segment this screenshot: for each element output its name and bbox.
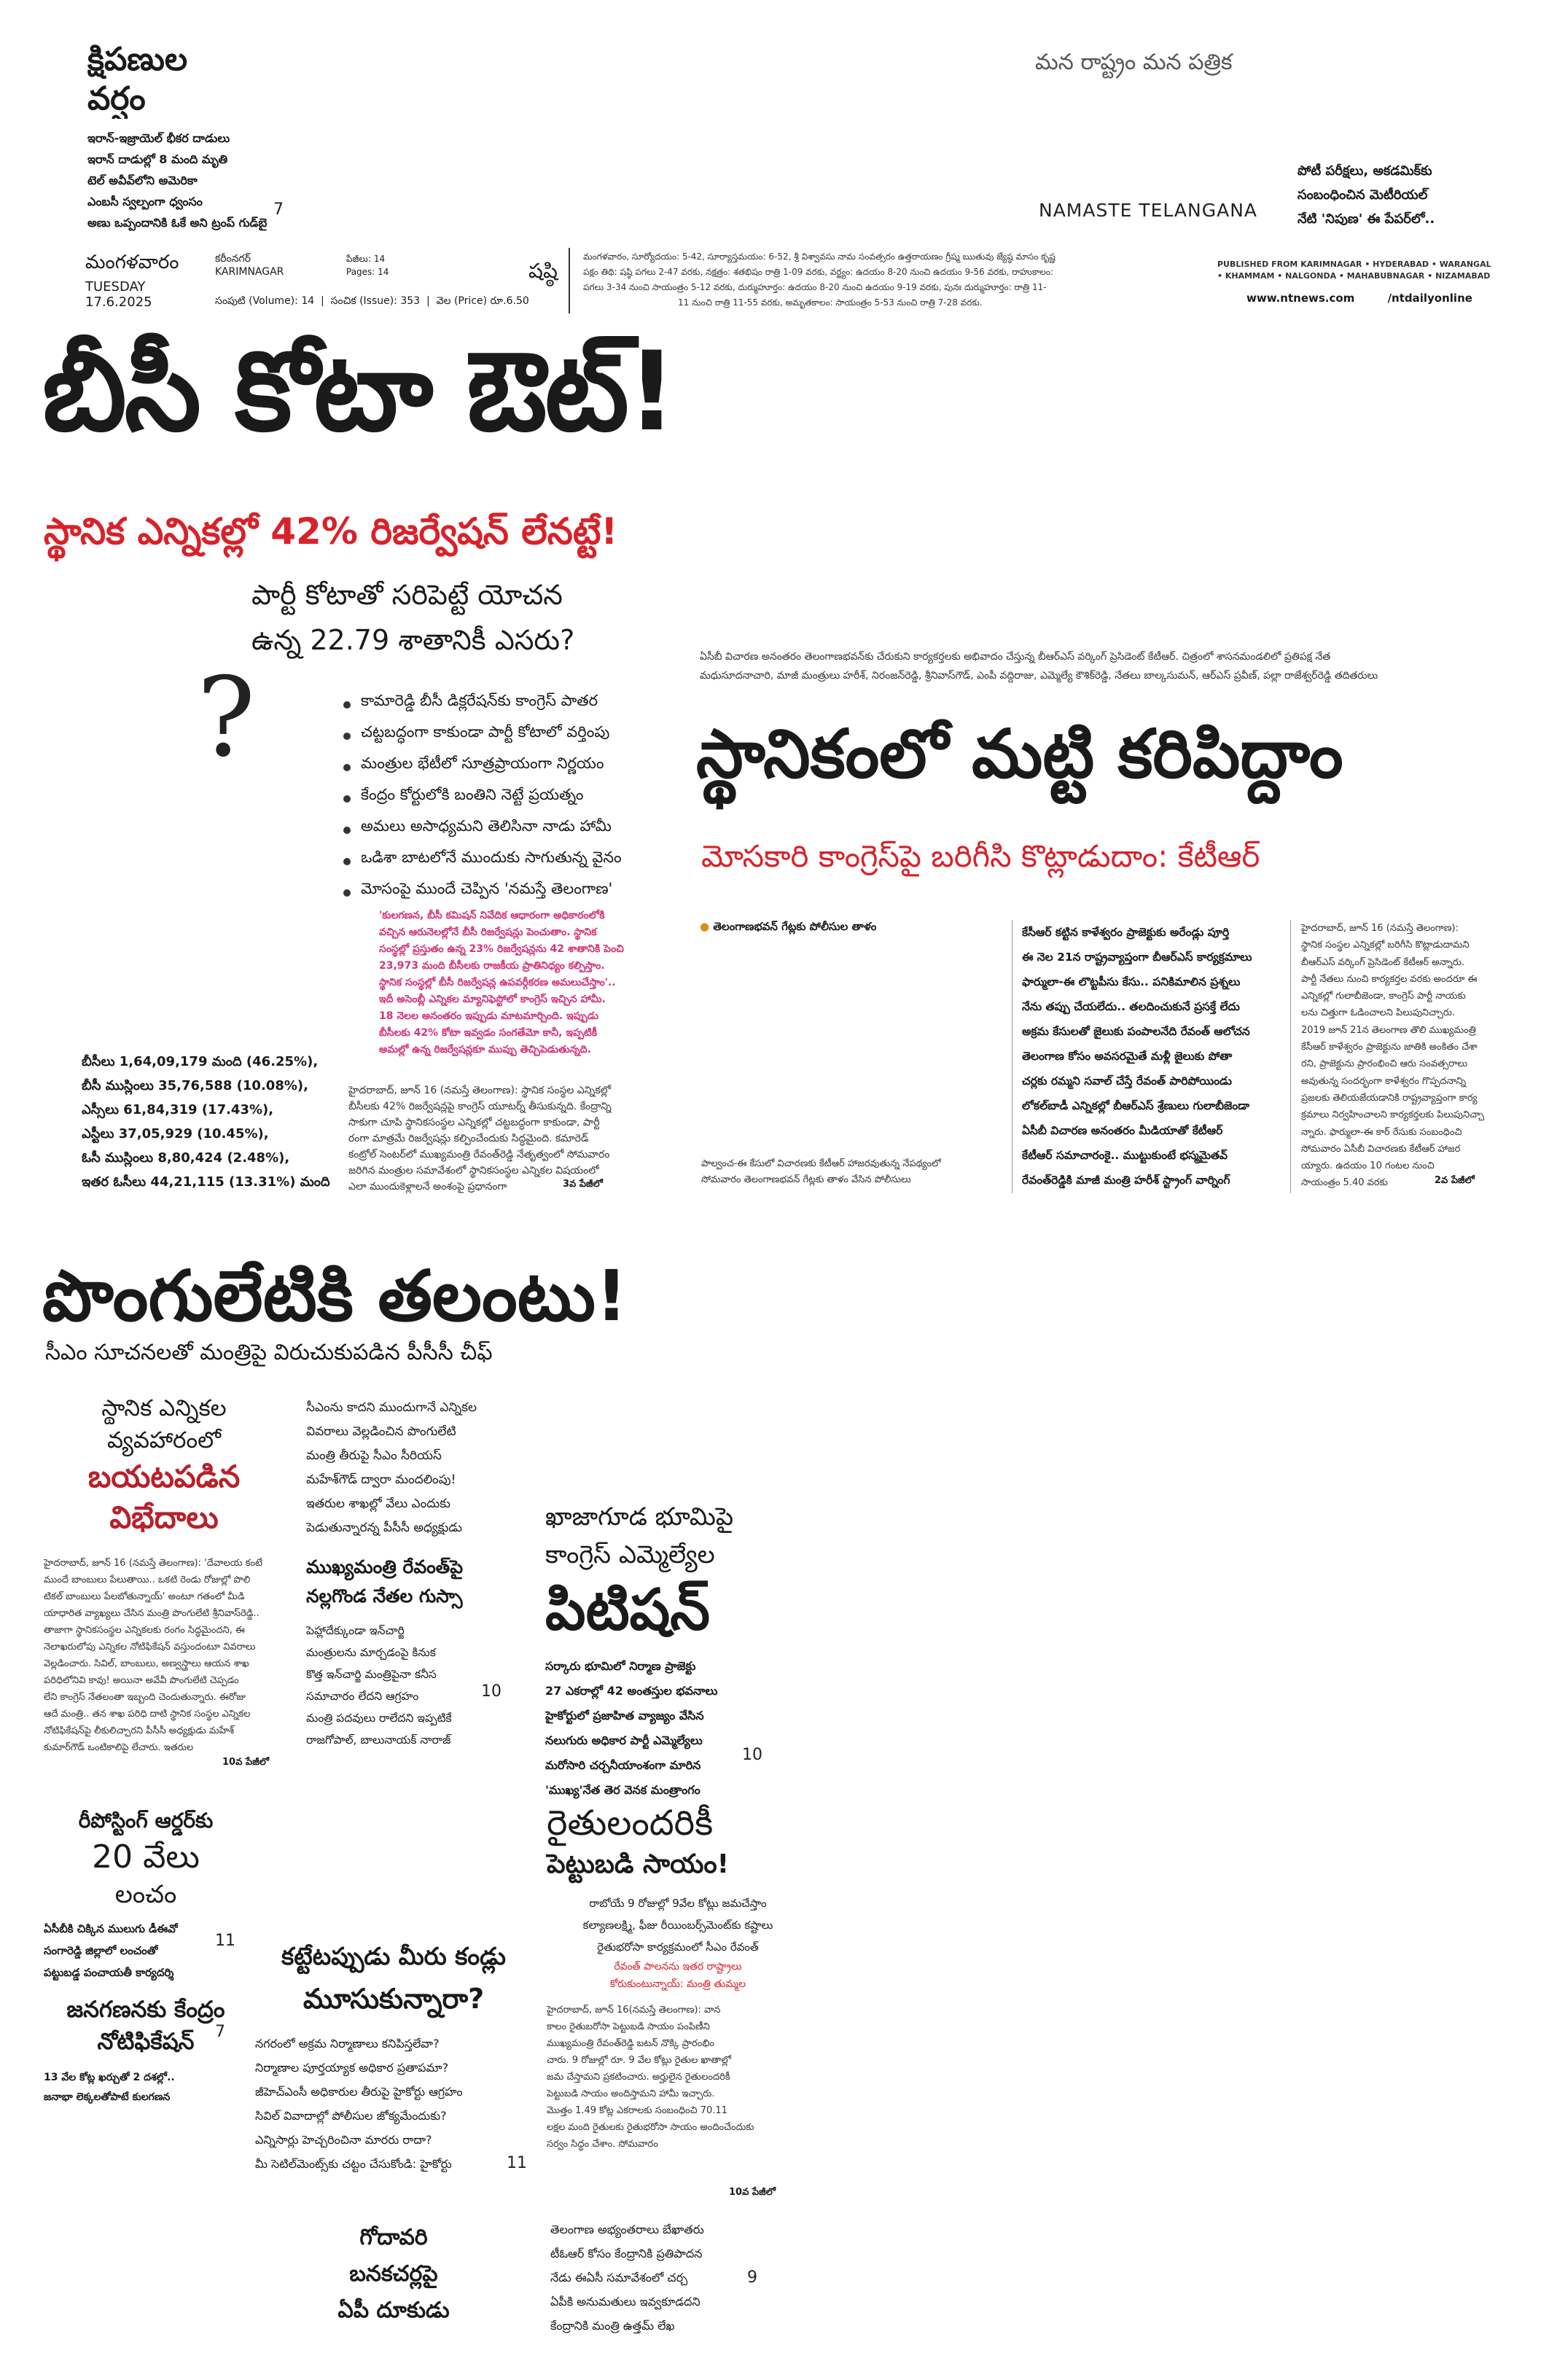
kicker-line: కాంగ్రెస్ ఎమ్మెల్యేల <box>545 1540 715 1569</box>
summary-line: ఫార్ములా-ఈ లొట్టపీసు కేసు.. పనికిమాలిన ప్రశ్నలు <box>1022 975 1241 988</box>
body-line: యాధారిత వ్యాఖ్యలు చేసిన మంత్రి పొంగులేటి శ్రీనివాస్‌రెడ్డి.. <box>44 1608 260 1619</box>
side-red-line: బయటపడిన <box>87 1459 241 1494</box>
side-heading-line: వ్యవహారంలో <box>107 1427 221 1454</box>
body-line: లను చిత్తుగా ఓడించాలని పిలుపునిచ్చారు. <box>1301 1007 1456 1019</box>
point-line: నలుగురు అధికార పార్టీ ఎమ్మెల్యేలు <box>545 1733 703 1747</box>
ponguleti-continued[interactable]: 10వ పేజీలో <box>222 1757 269 1768</box>
lead-deck <box>251 572 574 663</box>
page-ref: 11 <box>215 1932 235 1950</box>
summary-line: లోకల్‌బాడీ ఎన్నికల్లో బీఆర్‌ఎస్ శ్రేణులు గులాబీజెండా <box>1022 1099 1250 1112</box>
heading-line: నోటిఫికేషన్ <box>97 2029 195 2055</box>
bullet-item: మోసంపై ముందే చెప్పిన 'నమస్తే తెలంగాణ' <box>339 873 622 905</box>
published-from <box>1217 259 1491 282</box>
teaser-line: సంబంధించిన మెటీరియల్ <box>1298 187 1428 203</box>
heading-line: జనగణనకు కేంద్రం <box>66 1997 225 2023</box>
quote-line: ఇదీ అసెంబ్లీ ఎన్నికల మ్యానిఫెస్టోలో కాంగ్రెస్ ఇచ్చిన హామీ. <box>379 994 606 1005</box>
stat-line: బీసీలు 1,64,09,179 మంది (46.25%), <box>82 1054 319 1069</box>
page-ref: 9 <box>747 2268 757 2287</box>
side-red-line: విభేదాలు <box>109 1499 219 1535</box>
red-line: కోరుకుంటున్నాయ్: మంత్రి తుమ్మల <box>609 1978 746 1990</box>
ktr-continued[interactable]: 2వ పేజీలో <box>1435 1175 1475 1186</box>
summary-line: ఈ నెల 21న రాష్ట్రవ్యాప్తంగా బీఆర్‌ఎస్ కార్యక్రమాలు <box>1022 951 1252 964</box>
ktr-summary-col <box>1022 920 1252 1193</box>
point-line: ఏపీకి అనుమతులు ఇవ్వకూడదని <box>550 2295 701 2309</box>
heading-line: ఏపీ దూకుడు <box>337 2298 450 2323</box>
point-line: సంగారెడ్డి జిల్లాలో లంచంతో <box>44 1944 158 1957</box>
body-line: రంగా మాత్రమే రిజర్వేషన్లు కల్పించేందుకు సిద్ధమైంది. కమారెడ్ <box>348 1133 589 1144</box>
lead-body <box>348 1082 612 1195</box>
deck-line: ఉన్న 22.79 శాతానికీ ఎసరు? <box>251 624 575 656</box>
pages-english: Pages: 14 <box>346 267 389 277</box>
khajaguda-headline: పిటిషన్ <box>545 1577 711 1643</box>
summary-line: చర్లకు రమ్మని సవాల్ చేస్తే రేవంత్ పారిపోయిండు <box>1022 1074 1233 1088</box>
teaser-line: ఎంబసీ స్వల్పంగా ధ్వంసం <box>87 195 203 208</box>
body-line: వెల్లడించారు. సివిల్‌, బాంబులు, అణ్వస్త్రాలు ఆయన శాఖ <box>44 1658 249 1669</box>
point-line: 13 వేల కోట్ల ఖర్చుతో 2 దశల్లో.. <box>44 2072 175 2083</box>
body-line: హైదరాబాద్, జూన్ 16 (నమస్తే తెలంగాణ): 'దేవాలయ కంటే <box>44 1558 262 1569</box>
point-line: మంత్రులను మార్చడంపై కినుక <box>306 1646 436 1659</box>
body-line: పెట్టుబడి సాయం అందిస్తామని హామీ ఇచ్చారు. <box>547 2088 715 2099</box>
body-line: సాయంత్రం 5.40 వరకు <box>1301 1177 1388 1189</box>
summary-line: ఏసీబీ విచారణ అనంతరం మీడియాతో కేటీఆర్ <box>1022 1124 1223 1137</box>
point-line: టీఓఆర్ కోసం కేంద్రానికి ప్రతిపాదన <box>550 2247 703 2260</box>
kicker-line: ఖాజాగూడ భూమిపై <box>545 1502 733 1532</box>
quote-line: 18 నెలల అనంతరం ఇప్పుడు మాటమార్చింది. ఇప్పుడు <box>379 1010 599 1022</box>
point-line: రాబోయే 9 రోజుల్లో 9వేల కోట్లు జమచేస్తాం <box>589 1897 767 1910</box>
summary-line: అక్రమ కేసులతో జైలుకు పంపాలనేది రేవంత్ ఆలోచన <box>1022 1025 1250 1038</box>
body-line: ఎలా ముందుకెళ్లాలనే అంశంపై ప్రధానంగా <box>348 1181 507 1193</box>
bullet-item: అమలు అసాధ్యమని తెలిసినా నాడు హామీ <box>339 811 622 842</box>
bullet-item: ఒడిశా బాటలోనే ముందుకు సాగుతున్న వైనం <box>339 842 622 873</box>
point-line: 'ముఖ్య'నేత తెర వెనక మంత్రాంగం <box>545 1783 701 1797</box>
body-line: తాజాగా స్థానికసంస్థల ఎన్నికలకు రంగం సిద్ధమైందని, ఈ <box>44 1625 245 1636</box>
summary-line: నేను తప్పు చేయలేదు.. తలదించుకునే ప్రసక్తే లేదు <box>1022 1000 1240 1013</box>
point-line: పెడుతున్నారన్న పీసీసీ అధ్యక్షుడు <box>306 1521 462 1535</box>
ktr-photo-footer <box>701 1156 941 1188</box>
point-line: నగరంలో అక్రమ నిర్మాణాలు కనిపిస్తలేవా? <box>255 2037 440 2051</box>
volume-row: సంపుటి (Volume): 14 | సంచిక (Issue): 353 | వెల (Price) రూ.6.50 <box>215 295 529 307</box>
heading-line: ముఖ్యమంత్రి రేవంత్‌పై <box>306 1556 464 1577</box>
deck-line: పార్టీ కోటాతో సరిపెట్టే యోచన <box>251 579 563 611</box>
tithi: షష్ఠి <box>528 259 558 283</box>
point-line: కల్యాణలక్ష్మి, ఫీజు రీయింబర్స్‌మెంట్‌కు కష్టాలు <box>582 1919 773 1932</box>
bullet-dot-icon: ● <box>700 920 710 933</box>
body-line: టికల్ బాంబులు పేలబోతున్నాయ్' అంటూ గతంలో మీడి <box>44 1591 245 1602</box>
heading-line: రీపోస్టింగ్ ఆర్డర్‌కు <box>78 1809 214 1833</box>
summary-line: తెలంగాణ కోసం అవసరమైతే మళ్లీ జైలుకు పోతా <box>1022 1050 1233 1063</box>
teaser-line: ఇరాన్ దాడుల్లో 8 మంది మృతి <box>87 152 228 166</box>
summary-line: కేటీఆర్ సమాచారంకై.. ముట్టుకుంటే భస్మమైతవ్ <box>1022 1149 1228 1162</box>
rythu-continued[interactable]: 10వ పేజీలో <box>729 2187 776 2198</box>
stat-line: ఎస్టీలు 37,05,929 (10.45%), <box>82 1126 269 1142</box>
point-line: సర్కారు భూమిలో నిర్మాణ ప్రాజెక్టు <box>545 1659 696 1673</box>
heading-line: మూసుకున్నారా? <box>303 1983 485 2015</box>
masthead-name: NAMASTE TELANGANA <box>1039 200 1258 221</box>
rythu-kicker: రైతులందరికీ <box>547 1803 714 1843</box>
page-ref: 7 <box>215 2023 225 2041</box>
panchangam-line: మంగళవారం, సూర్యోదయం: 5-42, సూర్యాస్తమయం: 6-52, శ్రీ విశ్వావసు నామ సంవత్సరం ఉత్తరాయణం గ్రీష్మ ఋతువు జ్యేష్ఠ మాసం కృష్ణ <box>583 251 1055 262</box>
web-row[interactable] <box>1246 292 1472 305</box>
point-line: నిర్మాణాల పూర్తయ్యాక అధికార ప్రతాపమా? <box>255 2061 449 2075</box>
heading-line: బనకచర్లపై <box>349 2261 438 2287</box>
teaser-title: వర్షం <box>87 80 146 117</box>
point-line: రాజగోపాల్, బాలునాయక్ నారాజ్ <box>306 1733 451 1747</box>
caste-stats <box>82 1050 330 1194</box>
heading-line: లంచం <box>114 1880 177 1909</box>
teaser-line: టెల్ అవీవ్‌లోని అమెరికా <box>87 173 198 187</box>
body-line: కాలం రైతుబరోసా పెట్టుబడి సాయం పంపిణీని <box>547 2021 710 2032</box>
price: వెల (Price) రూ.6.50 <box>436 295 529 307</box>
body-line: మొత్తం 1.49 కోట్ల ఎకరాలకు సంబంధించి 70.11 <box>547 2105 727 2116</box>
body-line: కంట్రోల్ సెంటర్‌లో ముఖ్యమంత్రి రేవంత్‌రెడ్డి నేతృత్వంలో సోమవారం <box>348 1149 610 1160</box>
side-heading-line: స్థానిక ఎన్నికల <box>101 1395 227 1421</box>
point-line: పట్టుబడ్డ పంచాయతీ కార్యదర్శి <box>44 1966 174 1979</box>
heading-line: కట్టేటప్పుడు మీరు కండ్లు <box>281 1942 506 1970</box>
census-story[interactable] <box>44 1994 248 2107</box>
lead-headline[interactable]: బీసీ కోటా ఔట్! <box>42 329 675 456</box>
point-line: తెలంగాణ అభ్యంతరాలు బేఖాతరు <box>550 2223 704 2236</box>
lead-subhead: స్థానిక ఎన్నికల్లో 42% రిజర్వేషన్ లేనట్టే! <box>44 510 618 553</box>
body-line: ఆదే మంత్రి.. తన శాఖ పరిధి దాటి స్థానిక సంస్థల ఎన్నికల <box>44 1709 251 1720</box>
body-line: చారు. 9 రోజుల్లో రూ. 9 వేల కోట్లు రైతుల ఖాతాల్లో <box>547 2055 731 2066</box>
ktr-headline[interactable]: స్థానికంలో మట్టి కరిపిద్దాం <box>696 715 1343 793</box>
bullet-item: మంత్రుల భేటీలో సూత్రప్రాయంగా నిర్ణయం <box>339 748 622 779</box>
quote-line: స్థానిక సంస్థల్లో బీసీ రిజర్వేషన్ల ఉపవర్గీకరణ అమలుచేస్తాం'.. <box>379 977 616 988</box>
body-line: 2019 జూన్ 21న తెలంగాణ తొలి ముఖ్యమంత్రి <box>1301 1024 1476 1036</box>
point-line: నేడు ఈఏసీ సమావేశంలో చర్చ <box>550 2271 688 2285</box>
point-line: ఇతరుల శాఖల్లో వేలు ఎందుకు <box>306 1497 450 1511</box>
point-line: హైకోర్టులో ప్రజాహిత వ్యాజ్యం వేసిన <box>545 1709 704 1722</box>
body-line: నోటిఫికేషన్‌పై లీకులిచ్చారని పీసీసీ అధ్యక్షుడు మహేశ్ <box>44 1725 235 1736</box>
teaser-title: క్షిపణుల <box>87 41 188 78</box>
body-line: సాకుగా చూపి స్థానికసంస్థల ఎన్నికల్లో చట్టబద్ధంగా కాకుండా, పార్టీ <box>348 1117 600 1128</box>
body-line: రని, ప్రాజెక్టును ప్రారంభించి ఆరు సంవత్సరాలు <box>1301 1058 1468 1070</box>
summary-line: కేసీఆర్ కట్టిన కాళేశ్వరం ప్రాజెక్టుకు అరేండ్లు పూర్తి <box>1022 926 1230 939</box>
stat-line: బీసీ ముస్లింలు 35,76,588 (10.08%), <box>82 1078 308 1093</box>
published-label: PUBLISHED FROM <box>1217 260 1298 269</box>
ktr-photo-note <box>700 920 876 936</box>
city-english: KARIMNAGAR <box>215 266 284 278</box>
point-line: సివిల్ వివాదాల్లో పోలీసుల జోక్యమేందుకు? <box>255 2109 447 2123</box>
teaser-line: నేటి 'నిపుణ' ఈ పేపర్‌లో.. <box>1298 211 1435 227</box>
quote-line: బీసీలకు 42% కోటా ఇవ్వడం సంగతేమో కానీ, ఇప్పటికీ <box>379 1027 598 1039</box>
point-line: మీ సెటిల్‌మెంట్స్‌కు చట్టం చేసుకోండి: హైకోర్టు <box>255 2157 452 2171</box>
point-line: జనాభా లెక్కలతోపాటే కులగణన <box>44 2091 171 2103</box>
point-line: మహేశ్‌గౌడ్ ద్వారా మందలింపు! <box>306 1472 456 1487</box>
summary-line: రేవంత్‌రెడ్డికి మాజీ మంత్రి హరీశ్ స్ట్రాంగ్ వార్నింగ్ <box>1022 1174 1230 1187</box>
body-line: హైదరాబాద్, జూన్ 16 (నమస్తే తెలంగాణ): స్థానిక సంస్థల ఎన్నికల్లో <box>348 1085 612 1096</box>
body-line: హైదరాబాద్, జూన్ 16(నమస్తే తెలంగాణ): వాన <box>547 2005 721 2016</box>
rythu-headline: పెట్టుబడి సాయం! <box>547 1849 730 1879</box>
body-line: సోమవారం ఏసీబీ విచారణకు కేటీఆర్ హాజర <box>1301 1143 1461 1155</box>
photo-note-text: తెలంగాణభవన్ గేట్లకు పోలీసుల తాళం <box>713 920 877 933</box>
page-ref: 10 <box>481 1682 502 1701</box>
reposting-story[interactable] <box>44 1804 248 1983</box>
day-english: TUESDAY <box>85 279 146 294</box>
body-line: బీఆర్‌ఎస్ వర్కింగ్ ప్రెసిడెంట్ కేటీఆర్ అన్నారు. <box>1301 956 1465 968</box>
teaser-top-right[interactable] <box>1298 159 1435 231</box>
panchangam-line: 11 నుంచి రాత్రి 11-55 వరకు, అమృతకాలం: సాయంత్రం 5-53 నుంచి రాత్రి 7-28 వరకు. <box>678 297 983 308</box>
body-line: సర్వం సిద్ధం చేశాం. సోమవారం <box>547 2139 658 2150</box>
quote-line: 23,973 మంది బీసీలకు రాజకీయ ప్రాతినిధ్యం కల్పిస్తాం. <box>379 960 605 972</box>
question-mark-graphic: ? <box>197 655 256 781</box>
bullet-item: చట్టబద్ధంగా కాకుండా పార్టీ కోటాలో వర్తింపు <box>339 717 622 748</box>
kicker-line: మధుసూదనాచారి, మాజీ మంత్రులు హరీశ్, నిరంజన్‌రెడ్డి, శ్రీనివాస్‌గౌడ్, ఎంపీ వద్దిరాజు, ఎమ్మెల్యే కౌశిక్‌రెడ్డి, నేతలు బాల్కసుమన్, ఆర్‌ఎస్ ప్రవీణ్, పల్లా రాజేశ్వర్‌రెడ్డి తదితరులు <box>700 670 1378 682</box>
point-line: ఏసీబీకి చిక్కిన ములుగు డీఈవో <box>44 1922 178 1935</box>
point-line: వివరాలు వెల్లడించిన పొంగులేటి <box>306 1424 456 1439</box>
heading-line: 20 వేలు <box>92 1838 200 1876</box>
stat-line: ఎస్సీలు 61,84,319 (17.43%), <box>82 1102 274 1117</box>
body-line: జరిగిన మంత్రుల సమావేశంలో స్థానికసంస్థల ఎన్నికల విషయంలో <box>348 1165 599 1177</box>
page-ref: 11 <box>507 2154 527 2172</box>
panchangam-line: పగలు 3-34 నుంచి సాయంత్రం 5-12 వరకు, దుర్ముహూర్తం: ఉదయం 8-20 నుంచి ఉదయం 9-19 వరకు, పునః దుర్ముహూర్తం: రాత్రి 11- <box>583 282 1047 292</box>
body-line: న్నారు. ఫార్ములా-ఈ కార్ రేసుకు సంబంధించి <box>1301 1126 1462 1138</box>
heading-line: గోదావరి <box>359 2225 428 2250</box>
body-line: ప్రజలకు తెలియజేయడానికి రాష్ట్రవ్యాప్తంగా కార్య <box>1301 1092 1478 1104</box>
body-line: క్రమాలు నిర్వహించాలని కార్యకర్తలకు పిలుపునిచ్చా <box>1301 1109 1485 1121</box>
city-telugu: కరీంనగర్ <box>215 253 251 265</box>
page-ref: 10 <box>742 1746 762 1764</box>
published-cities: KARIMNAGAR • HYDERABAD • WARANGAL <box>1300 260 1491 269</box>
body-line: జమ చేస్తామని ప్రకటించారు. అర్హులైన రైతులందరికీ <box>547 2072 730 2083</box>
body-line: నెలాఖరులోపు ఎన్నికల నోటిఫికేషన్ వస్తుందంటూ వివరాలు <box>44 1642 256 1653</box>
lead-continued[interactable]: 3వ పేజీలో <box>563 1179 603 1190</box>
stat-line: ఓసీ ముస్లింలు 8,80,424 (2.48%), <box>82 1150 290 1166</box>
body-line: పార్టీ నేతలు నుంచి కార్యకర్తల వరకు అందరూ ఈ <box>1301 973 1478 985</box>
page-ref: 7 <box>273 200 284 219</box>
quote-line: వచ్చిన ఆరునెలల్లోనే బీసీ రిజర్వేషన్లు పెంచుతాం. స్థానిక <box>379 926 597 938</box>
point-line: మంత్రి తీరుపై సీఎం సీరియస్ <box>306 1448 442 1463</box>
quote-line: సంస్థల్లో ప్రస్తుతం ఉన్న 23% రిజర్వేషన్లను 42 శాతానికి పెంచి <box>379 943 624 955</box>
revanth-story[interactable] <box>306 1553 525 1751</box>
ponguleti-headline[interactable]: పొంగులేటికి తలంటు! <box>42 1255 628 1337</box>
ponguleti-body <box>44 1555 262 1756</box>
point-line: జీహెచ్‌ఎంసీ అధికారుల తీరుపై హైకోర్టు ఆగ్రహం <box>255 2085 463 2099</box>
masthead-divider <box>569 248 570 313</box>
heading-line: నల్లగొండ నేతల గుస్సా <box>306 1585 463 1607</box>
published-cities: • KHAMMAM • NALGONDA • MAHABUBNAGAR • NIZAMABAD <box>1217 271 1491 281</box>
quote-line: అమల్లో ఉన్న రిజర్వేషన్లకూ ముప్పు తెచ్చిపెడుతున్నది. <box>379 1044 591 1056</box>
quote-line: 'కులగణన, బీసీ కమిషన్ నివేదిక ఆధారంగా అధికారంలోకి <box>379 910 605 921</box>
ktr-photo <box>700 948 1013 1126</box>
teaser-line: అణు ఒప్పందానికి ఓకే అని ట్రంప్ గుడ్‌బై <box>87 216 268 230</box>
point-line: సీఎంను కాదని ముందుగానే ఎన్నికల <box>306 1400 477 1415</box>
red-line: రేవంత్ పాలనను ఇతర రాష్ట్రాలు <box>614 1961 742 1973</box>
lead-bullets <box>339 685 622 905</box>
kicker-line: ఏసీబీ విచారణ అనంతరం తెలంగాణభవన్‌కు చేరుకుని కార్యకర్తలకు అభివాదం చేస్తున్న బీఆర్‌ఎస్ వర్కింగ్ ప్రెసిడెంట్ కేటీఆర్. చిత్రంలో శాసనమండలిలో ప్రతిపక్ష నేత <box>700 651 1331 663</box>
ktr-body-col <box>1301 920 1520 1192</box>
social-handle[interactable]: /ntdailyonline <box>1387 292 1472 305</box>
body-line: అవుతున్న సందర్భంగా కాళేశ్వరం గొప్పదనాన్ని <box>1301 1075 1467 1087</box>
point-line: పెహ్లాదేక్కుండా ఇన్‌చార్జి <box>306 1624 405 1637</box>
body-line: లేని కాంగ్రెస్ నేతలంతా ఇబ్బంది చెందుతున్నారు. ఈరోజు <box>44 1692 246 1703</box>
lead-quote <box>379 908 624 1058</box>
point-line: మంత్రి పదవులు రాలేదని ఇప్పటికే <box>306 1712 452 1725</box>
telangana-objections-story[interactable] <box>550 2217 704 2338</box>
panchangam <box>583 249 1055 311</box>
pages-block <box>346 252 389 278</box>
body-line: హైదరాబాద్, జూన్ 16 (నమస్తే తెలంగాణ): <box>1301 923 1459 934</box>
footer-line: సోమవారం తెలంగాణభవన్ గేట్లకు తాళం వేసిన పోలీసులు <box>701 1174 911 1185</box>
website-link[interactable]: www.ntnews.com <box>1246 292 1355 305</box>
masthead-slogan: మన రాష్ట్రం మన పత్రిక <box>1035 50 1233 75</box>
issue-date: 17.6.2025 <box>85 294 152 310</box>
body-line: పరిధిలోనివి కావు! అయినా అవేవీ పొంగులేటి చెప్పడం <box>44 1675 239 1686</box>
body-line: ముందే బాంబులు పేలుతాయి.. ఒకటి రెండు రోజుల్లో పొలి <box>44 1575 251 1585</box>
body-line: స్థానిక సంస్థల ఎన్నికల్లో బరిగీసి కొట్లాడుదామని <box>1301 940 1470 951</box>
ktr-photo-kicker <box>700 647 1378 685</box>
point-line: సమాచారం లేదని ఆగ్రహం <box>306 1690 419 1703</box>
body-line: ఎన్నికల్లో గులాబీజెండా, కాంగ్రెస్ పార్టీ నాయకు <box>1301 991 1466 1002</box>
teaser-line: ఇరాన్-ఇజ్రాయెల్ భీకర దాడులు <box>87 131 230 145</box>
rythu-story[interactable] <box>547 1800 809 2153</box>
body-line: కుమార్‌గౌడ్ ఒంటికాలిపై లేచారు. ఇతరుల <box>44 1742 194 1753</box>
point-line: కొత్త ఇన్‌చార్జి మంత్రిపైనా కనీస <box>306 1668 437 1681</box>
panchangam-line: పక్షం తిథి: షష్ఠి పగలు 2-47 వరకు, నక్షత్రం: శతభిషం రాత్రి 1-09 వరకు, వర్జ్యం: ఉదయం 8-20 నుంచి ఉదయం 9-56 వరకు, రాహుకాలం: <box>583 267 1054 277</box>
ktr-col-divider <box>1290 920 1291 1193</box>
volume: సంపుటి (Volume): 14 <box>215 295 315 307</box>
body-line: లక్షల మంది రైతులకు రైతుభరోసా సాయం అందించేందుకు <box>547 2122 754 2133</box>
point-line: 27 ఎకరాల్లో 42 అంతస్తుల భవనాలు <box>545 1684 718 1698</box>
bullet-item: కామారెడ్డి బీసీ డిక్లరేషన్‌కు కాంగ్రెస్ పాతర <box>339 685 622 717</box>
ponguleti-points <box>306 1396 477 1540</box>
teaser-line: పోటీ పరీక్షలు, అకడమిక్‌కు <box>1298 163 1432 179</box>
body-line: ముఖ్యమంత్రి రేవంత్‌రెడ్డి బటన్ నొక్కి ప్రారంభిం <box>547 2038 714 2049</box>
point-line: రైతుభరోసా కార్యక్రమంలో సీఎం రేవంత్ <box>597 1940 759 1954</box>
point-line: ఎన్నిసార్లు హెచ్చరించినా మారరు రాదా? <box>255 2133 432 2147</box>
hydraa-story[interactable] <box>255 1935 532 2176</box>
stat-line: ఇతర ఓసీలు 44,21,115 (13.31%) మంది <box>82 1174 330 1190</box>
body-line: కేసీఆర్ కాళేశ్వరం ప్రాజెక్టును జాతికి అంకితం చేశా <box>1301 1042 1478 1053</box>
point-line: కేంద్రానికి మంత్రి ఉత్తమ్ లేఖ <box>550 2319 675 2333</box>
body-line: య్యారు. ఉదయం 10 గంటల నుంచి <box>1301 1160 1435 1172</box>
ktr-subhead: మోసకారి కాంగ్రెస్‌పై బరిగీసి కొట్లాడుదాం: కేటీఆర్ <box>701 838 1260 874</box>
ponguleti-subhead: సీఎం సూచనలతో మంత్రిపై విరుచుకుపడిన పీసీసీ చీఫ్ <box>45 1340 493 1365</box>
day-telugu: మంగళవారం <box>85 251 179 273</box>
ponguleti-side <box>44 1392 284 1538</box>
edition-block <box>215 252 284 278</box>
date-block <box>85 251 179 310</box>
issue-number: సంచిక (Issue): 353 <box>330 295 421 307</box>
godavari-story[interactable] <box>255 2220 532 2329</box>
pages-telugu: పేజీలు: 14 <box>346 254 386 264</box>
footer-line: పాల్వంచ-ఈ కేసులో విచారణకు కేటీఆర్ హాజరవుతున్న నేపథ్యంలో <box>701 1158 942 1169</box>
bullet-item: కేంద్రం కోర్టులోకి బంతిని నెట్టే ప్రయత్నం <box>339 779 622 811</box>
teaser-top-left[interactable] <box>87 40 328 233</box>
body-line: బీసీలకు 42% రిజర్వేషన్లపై కాంగ్రెస్ యూటర్న్ తీసుకున్నది. కేంద్రాన్ని <box>348 1101 612 1112</box>
point-line: మరోసారి చర్చనీయాంశంగా మారిన <box>545 1758 701 1772</box>
